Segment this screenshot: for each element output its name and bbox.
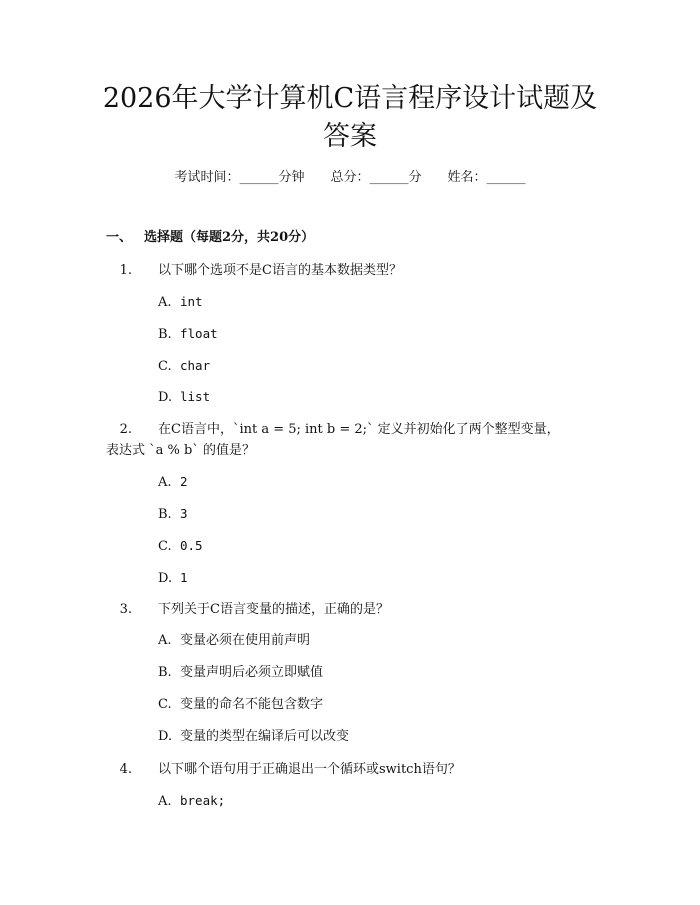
q3-option-b: B. 变量声明后必须立即赋值 [158, 665, 324, 680]
question-text: 以下哪个选项不是C语言的基本数据类型？ [158, 263, 402, 278]
q3-option-c: C. 变量的命名不能包含数字 [158, 697, 324, 712]
q2-option-d: D. 1 [158, 570, 188, 586]
document-title: 2026年大学计算机C语言程序设计试题及答案 [102, 83, 598, 152]
question-number: 3. [119, 602, 132, 617]
section-title: 选择题（每题2分，共20分） [144, 230, 315, 245]
question-text-line-1: 2. 在C语言中，`int a = 5; int b = 2;` 定义并初始化了两个整型变量， [106, 419, 596, 440]
section-number: 一、 [106, 230, 133, 245]
q2-option-a: A. 2 [158, 474, 188, 490]
q2-option-c: C. 0.5 [158, 538, 203, 554]
q4-option-a: A. break; [158, 793, 226, 809]
question-text: 下列关于C语言变量的描述，正确的是？ [158, 602, 389, 617]
question-1 [106, 260, 596, 281]
section-heading [106, 228, 314, 248]
exam-name-field: 姓名：______ [447, 170, 526, 185]
q1-option-b: B. float [158, 326, 218, 342]
question-text: 以下哪个语句用于正确退出一个循环或switch语句？ [158, 762, 461, 777]
question-number: 1. [119, 263, 132, 278]
exam-total-score: 总分：______分 [330, 170, 422, 185]
question-4 [106, 759, 596, 780]
question-2 [106, 419, 596, 461]
q3-option-a: A. 变量必须在使用前声明 [158, 633, 311, 648]
q1-option-d: D. list [158, 389, 211, 405]
exam-meta [0, 168, 700, 188]
q2-option-b: B. 3 [158, 506, 188, 522]
question-text-line-2: 表达式 `a % b` 的值是？ [106, 443, 255, 458]
q1-option-c: C. char [158, 358, 211, 374]
q1-option-a: A. int [158, 294, 203, 310]
question-3 [106, 599, 596, 620]
question-number: 4. [119, 762, 132, 777]
question-number: 2. [119, 422, 132, 437]
exam-time: 考试时间：______分钟 [174, 170, 305, 185]
q3-option-d: D. 变量的类型在编译后可以改变 [158, 729, 350, 744]
